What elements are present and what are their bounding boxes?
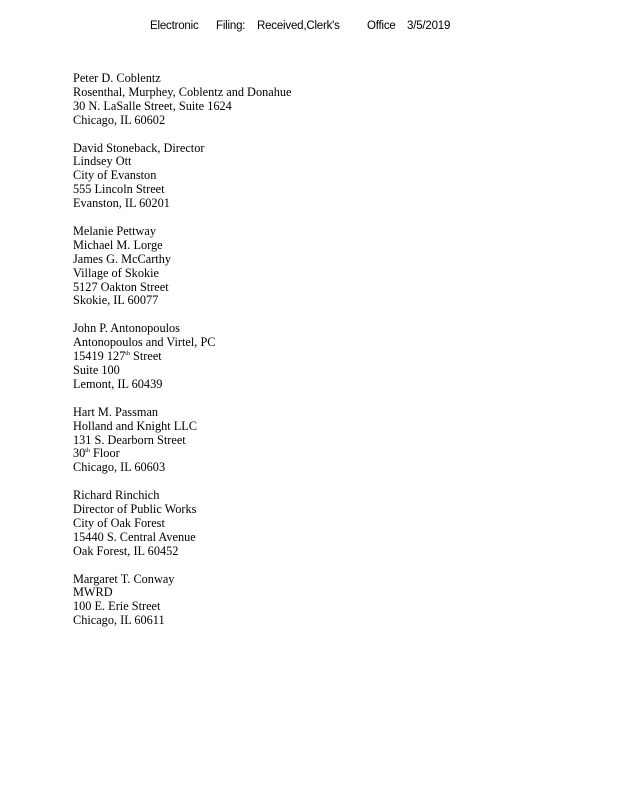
address-line: Chicago, IL 60602 [73, 112, 166, 127]
address-line: Chicago, IL 60603 [73, 460, 166, 475]
address-line: Skokie, IL 60077 [73, 293, 159, 308]
address-line: City of Evanston [73, 168, 157, 183]
address-line: James G. McCarthy [73, 251, 172, 266]
address-block [73, 322, 291, 392]
address-line-text: 15419 127 [73, 349, 126, 364]
address-block [73, 573, 291, 629]
address-line [73, 447, 291, 461]
address-line-text: Floor [89, 446, 120, 461]
filing-stamp-word-office: Office [367, 20, 396, 32]
filing-stamp-word-filing: Filing: [216, 20, 246, 32]
address-line: Evanston, IL 60201 [73, 196, 170, 211]
address-line: Lindsey Ott [73, 154, 132, 169]
address-line: Holland and Knight LLC [73, 418, 197, 433]
address-line: 5127 Oakton Street [73, 279, 169, 294]
address-line-text: Street [129, 349, 162, 364]
address-line: Lemont, IL 60439 [73, 376, 163, 391]
address-line: City of Oak Forest [73, 515, 165, 530]
address-line: 30 N. LaSalle Street, Suite 1624 [73, 98, 232, 113]
address-line: Margaret T. Conway [73, 571, 175, 586]
address-block [73, 406, 291, 476]
address-line-text: 30 [73, 446, 86, 461]
filing-stamp-header [150, 20, 450, 32]
address-line: Hart M. Passman [73, 404, 159, 419]
address-line: Director of Public Works [73, 502, 197, 517]
address-block [73, 225, 291, 308]
address-block [73, 489, 291, 559]
address-line: Rosenthal, Murphey, Coblentz and Donahue [73, 84, 292, 99]
ordinal-suffix: th [125, 351, 130, 358]
address-line: Oak Forest, IL 60452 [73, 543, 179, 558]
address-line: Suite 100 [73, 362, 120, 377]
address-line: MWRD [73, 585, 113, 600]
address-line: Peter D. Coblentz [73, 71, 161, 85]
ordinal-suffix: th [85, 448, 90, 455]
address-block [73, 72, 291, 128]
address-block [73, 142, 291, 212]
address-line: David Stoneback, Director [73, 140, 205, 155]
address-line: 131 S. Dearborn Street [73, 432, 186, 447]
address-line [73, 350, 291, 364]
filing-stamp-word-electronic: Electronic [150, 20, 199, 32]
address-line: Village of Skokie [73, 265, 160, 280]
address-line: 100 E. Erie Street [73, 599, 161, 614]
filing-stamp-date: 3/5/2019 [407, 20, 451, 32]
address-line: Michael M. Lorge [73, 237, 163, 252]
filing-stamp-word-received: Received,Clerk's [257, 20, 340, 32]
address-line: Richard Rinchich [73, 488, 160, 503]
address-line: Melanie Pettway [73, 223, 156, 238]
address-line: Antonopoulos and Virtel, PC [73, 335, 216, 350]
service-list [73, 72, 291, 642]
address-line: 555 Lincoln Street [73, 182, 165, 197]
address-line: Chicago, IL 60611 [73, 613, 165, 628]
address-line: John P. Antonopoulos [73, 321, 180, 336]
address-line: 15440 S. Central Avenue [73, 529, 196, 544]
